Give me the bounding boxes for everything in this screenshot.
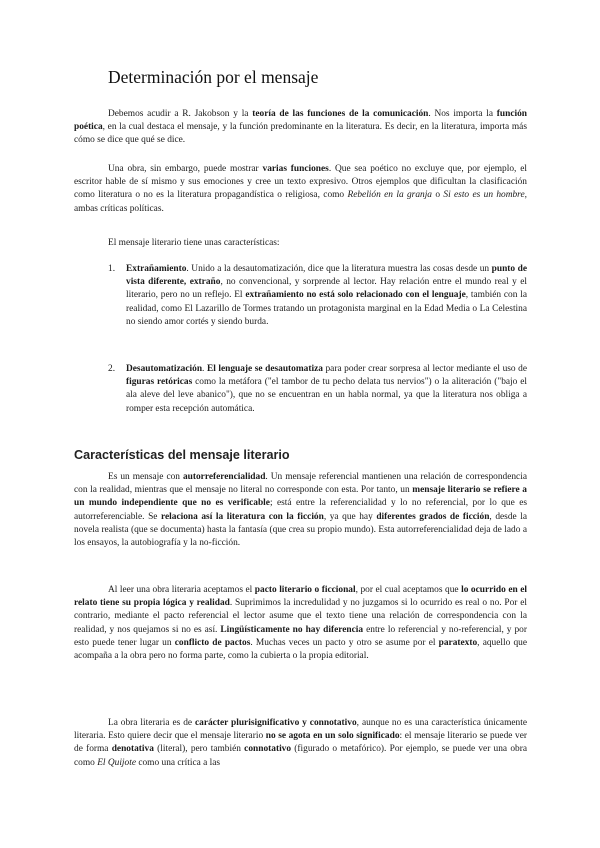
italic-title: El Quijote — [97, 757, 136, 768]
text-run: ambas críticas políticas. — [74, 203, 164, 214]
text-run: . — [202, 364, 207, 374]
text-run: . Unido a la desautomatización, dice que la literatura muestra las cosas desde un — [186, 264, 492, 274]
text-run: , aunque no es una característica únicamente literaria. Esto quiere decir que el mensaje literario — [74, 718, 527, 742]
section-subtitle: Características del mensaje literario — [74, 448, 290, 462]
text-run: , ya que hay — [323, 511, 377, 522]
bold-term: mensaje literario se refiere a un mundo independiente que no es verificable — [74, 485, 527, 509]
text-run: , también con la realidad, como El Lazarillo de Tormes tratando un protagonista marginal en la Edad Media o La Celestina no siendo amor cortés y siendo burda. — [126, 290, 527, 327]
bold-term: El lenguaje se desautomatiza — [206, 364, 323, 374]
text-run: La obra literaria es de — [108, 718, 195, 728]
bold-term: conflicto de pactos — [174, 637, 251, 648]
paragraph-jakobson — [74, 108, 527, 148]
text-run: : el mensaje literario se puede ver de forma — [74, 731, 527, 755]
bold-term: relaciona así la literatura con la ficción — [161, 511, 324, 522]
text-run: , no convencional, y sorprende al lector. Hay relación entre el mundo real y el literario, pero no un reflejo. El — [126, 277, 527, 301]
text-run: , en la cual destaca el mensaje, y la función predominante en la literatura. Es decir, en la literatura, importa más cómo se dice que qué se dice. — [74, 122, 527, 146]
bold-term: varias funciones — [262, 164, 329, 174]
bold-term: no se agota en un solo significado — [265, 731, 400, 742]
text-run: entre lo referencial y no-referencial, y por esto puede tener lugar un — [74, 624, 527, 648]
text-run: , desde la novela realista (que se documenta) hasta la fantasía (que crea su propio mundo). Esta autorreferencialidad deja de lado a los ensayos, la autobiografía y la no-ficción. — [74, 511, 527, 549]
list-item-extranamiento — [108, 263, 528, 329]
bold-term: Lingüísticamente no hay diferencia — [220, 624, 364, 635]
bold-term: extrañamiento no está solo relacionado con el lenguaje — [245, 290, 466, 301]
italic-title: Rebelión en la granja — [347, 190, 432, 201]
text-run: Debemos acudir a R. Jakobson y la — [108, 109, 253, 119]
paragraph-characteristics-intro: El mensaje literario tiene unas características: — [108, 238, 280, 248]
text-run: (literal), pero también — [153, 744, 245, 755]
text-run: . Que sea poético no excluye que, por ejemplo, el escritor hable de sí mismo y sus emociones y cree un texto expresivo. Otros ejemplos que dificultan la clasificación como literatura o no es la literatura propagandística o religiosa, como — [74, 164, 527, 201]
bold-term: lo ocurrido en el relato tiene su propia lógica y realidad — [74, 585, 528, 609]
text-run: Es un mensaje con — [108, 472, 183, 482]
bold-term: teoría de las funciones de la comunicación — [252, 109, 429, 119]
text-run: como la metáfora ("el tambor de tu pecho delata tus nervios") o la aliteración ("bajo el ala aleve del leve abanico"), que no se encuentran en un habla normal, ya que la literatura nos obliga a romper esta recepción automática. — [126, 377, 527, 414]
bold-term: carácter plurisignificativo y connotativo — [194, 718, 357, 728]
text-run: , por el cual aceptamos que — [355, 585, 462, 595]
list-number: 1. — [108, 264, 116, 274]
bold-term: figuras retóricas — [126, 377, 193, 388]
paragraph-autorreferencialidad — [74, 471, 527, 550]
text-run: (figurado o metafórico). Por ejemplo, se puede ver una obra como — [74, 744, 527, 768]
text-run: como una crítica a las — [135, 757, 221, 768]
text-run: o — [431, 190, 444, 201]
list-item-desautomatizacion — [108, 363, 528, 416]
bold-term: denotativa — [111, 744, 154, 755]
text-run: . Suprimimos la incredulidad y no juzgamos si lo ocurrido es real o no. Por el contrario, mediante el pacto referencial el lector asume que el texto tiene una relación de correspondencia con la realidad, y nos quejamos si no es así. — [74, 598, 527, 635]
bold-term: Desautomatización — [126, 364, 203, 374]
text-run: Una obra, sin embargo, puede mostrar — [108, 164, 263, 174]
list-number: 2. — [108, 364, 116, 374]
text-run: . Muchas veces un pacto y otro se asume por el — [250, 637, 439, 648]
paragraph-pacto — [74, 584, 527, 663]
bold-term: pacto literario o ficcional — [254, 585, 356, 595]
text-run: para poder crear sorpresa al lector mediante el uso de — [322, 364, 528, 374]
bold-term: connotativo — [244, 744, 292, 755]
text-run: . Nos importa la — [428, 109, 497, 119]
text-run: . Un mensaje referencial mantienen una relación de correspondencia con la realidad, mientras que el mensaje no literal no corresponde con esta. Por tanto, un — [74, 472, 527, 496]
text-run: Al leer una obra literaria aceptamos el — [108, 585, 255, 595]
bold-term: punto de vista diferente, extraño — [126, 264, 528, 288]
italic-title: Si esto es un hombre, — [443, 190, 527, 201]
page-title: Determinación por el mensaje — [108, 67, 319, 87]
text-run: , aquello que acompaña a la obra pero no forma parte, como la cubierta o la propia editorial. — [74, 637, 527, 662]
paragraph-functions — [74, 163, 527, 216]
bold-term: paratexto — [438, 637, 478, 648]
text-run: ; está entre la referencialidad y lo no referencial, por lo que es autorreferenciable. Se — [74, 498, 528, 522]
bold-term: autorreferencialidad — [182, 472, 266, 482]
bold-term: función poética — [74, 109, 527, 133]
paragraph-plurisignificativo — [74, 717, 527, 770]
bold-term: diferentes grados de ficción — [376, 511, 490, 522]
bold-term: Extrañamiento — [126, 264, 187, 274]
